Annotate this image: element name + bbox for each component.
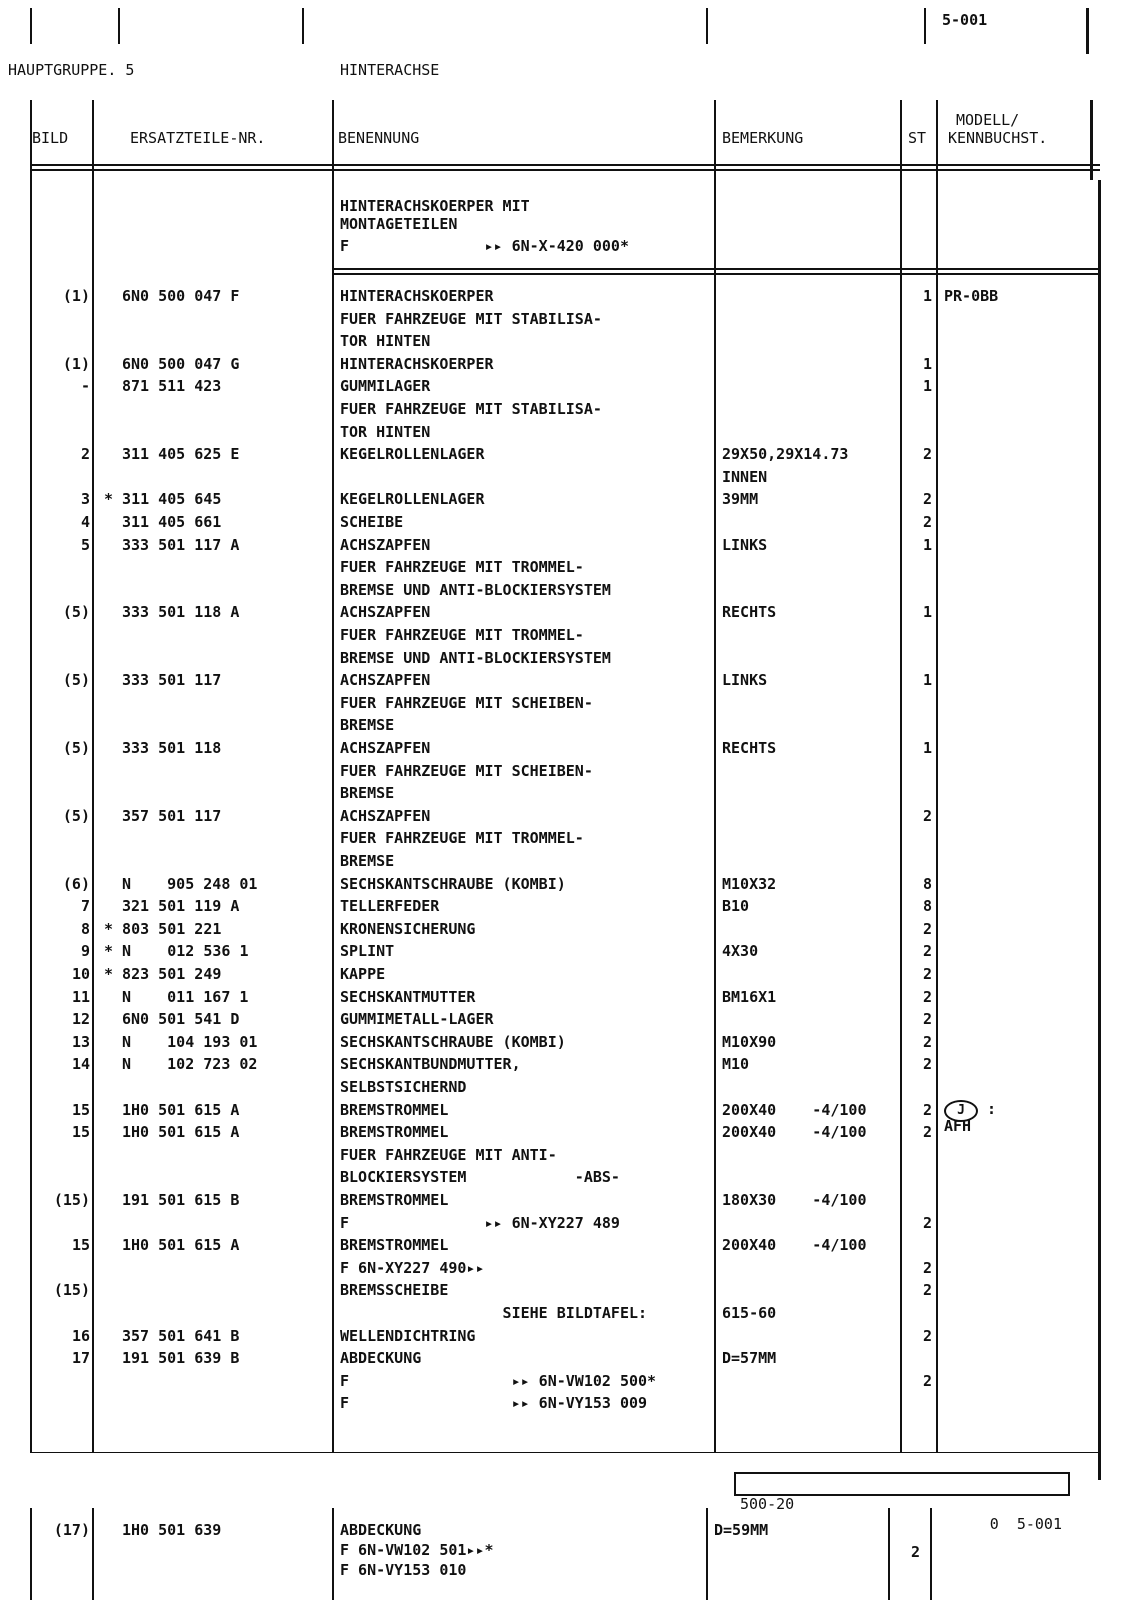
- next-nr: 1H0 501 639: [122, 1521, 222, 1539]
- row-part-number: 333 501 117: [122, 671, 222, 690]
- row-bild: 14: [71, 1055, 90, 1074]
- row-benennung: FUER FAHRZEUGE MIT TROMMEL-: [340, 558, 584, 577]
- row-bemerkung: LINKS: [722, 671, 768, 690]
- col-bem: BEMERKUNG: [722, 129, 804, 147]
- next-st: 2: [910, 1543, 920, 1561]
- row-benennung: FUER FAHRZEUGE MIT TROMMEL-: [340, 829, 584, 848]
- row-benennung: SIEHE BILDTAFEL:: [340, 1304, 648, 1322]
- row-benennung: BREMSTROMMEL: [340, 1100, 449, 1119]
- row-benennung: BREMSTROMMEL: [340, 1236, 449, 1255]
- row-bild: (5): [62, 806, 90, 825]
- row-part-number: N 102 723 02: [122, 1055, 258, 1074]
- row-st: 1: [922, 287, 932, 305]
- assembly-line-1: HINTERACHSKOERPER MIT: [340, 197, 530, 215]
- row-bemerkung: B10: [722, 897, 750, 916]
- row-bemerkung: 180X30 -4/100: [722, 1191, 867, 1209]
- row-benennung: BREMSE: [340, 784, 395, 803]
- row-benennung: SELBSTSICHERND: [340, 1078, 467, 1096]
- page-number: 5-001: [942, 11, 988, 29]
- row-bild: 15: [71, 1236, 90, 1255]
- row-bild: (5): [62, 671, 90, 690]
- row-benennung: HINTERACHSKOERPER: [340, 287, 494, 305]
- row-bild: (15): [53, 1281, 90, 1300]
- row-st: 2: [922, 1326, 932, 1345]
- row-st: 2: [922, 1371, 932, 1390]
- row-benennung: BREMSE UND ANTI-BLOCKIERSYSTEM: [340, 648, 611, 667]
- row-model: PR-0BB: [944, 287, 999, 305]
- row-benennung: HINTERACHSKOERPER: [340, 354, 494, 373]
- row-st: 2: [922, 1100, 932, 1119]
- row-bild: (1): [62, 354, 90, 373]
- row-st: 1: [922, 671, 932, 690]
- row-benennung: ACHSZAPFEN: [340, 671, 431, 690]
- row-benennung: ACHSZAPFEN: [340, 535, 431, 554]
- next-bild: (17): [53, 1521, 90, 1539]
- row-part-number: N 104 193 01: [122, 1032, 258, 1051]
- footer-box-right: 0 5-001: [989, 1515, 1062, 1533]
- row-part-number: 311 405 661: [122, 513, 222, 531]
- col-ben: BENENNUNG: [338, 129, 420, 147]
- row-benennung: TOR HINTEN: [340, 422, 431, 441]
- row-bemerkung: INNEN: [722, 467, 768, 486]
- row-st: 2: [922, 1010, 932, 1029]
- row-part-number: 333 501 118: [122, 739, 222, 757]
- next-ben-3: F 6N-VY153 010: [340, 1561, 467, 1579]
- row-model: AFH: [944, 1116, 972, 1135]
- row-st: 2: [922, 1213, 932, 1232]
- row-part-number: * N 012 536 1: [104, 942, 249, 961]
- row-part-number: 357 501 641 B: [122, 1326, 240, 1345]
- row-st: 2: [922, 965, 932, 983]
- row-st: 2: [922, 1281, 932, 1300]
- row-bild: 3: [80, 490, 90, 509]
- row-part-number: 1H0 501 615 A: [122, 1123, 240, 1142]
- row-bild: 9: [80, 942, 90, 961]
- row-benennung: FUER FAHRZEUGE MIT STABILISA-: [340, 400, 602, 418]
- row-part-number: 6N0 501 541 D: [122, 1010, 240, 1029]
- row-bild: 11: [71, 987, 90, 1006]
- row-benennung: F ▸▸ 6N-VW102 500*: [340, 1371, 657, 1390]
- row-benennung: FUER FAHRZEUGE MIT ANTI-: [340, 1145, 557, 1164]
- row-bild: 2: [80, 445, 90, 464]
- row-bild: (15): [53, 1191, 90, 1209]
- row-bild: 12: [71, 1010, 90, 1029]
- row-benennung: FUER FAHRZEUGE MIT TROMMEL-: [340, 626, 584, 644]
- row-bild: 13: [71, 1032, 90, 1051]
- row-bemerkung: 200X40 -4/100: [722, 1236, 867, 1255]
- col-mod-1: MODELL/: [956, 111, 1020, 129]
- row-part-number: N 905 248 01: [122, 874, 258, 893]
- row-bemerkung: 615-60: [722, 1304, 777, 1322]
- row-benennung: F ▸▸ 6N-VY153 009: [340, 1394, 648, 1413]
- row-st: 2: [922, 987, 932, 1006]
- row-bemerkung: LINKS: [722, 535, 768, 554]
- row-bild: -: [80, 377, 90, 396]
- row-benennung: BLOCKIERSYSTEM -ABS-: [340, 1168, 620, 1187]
- row-bild: (1): [62, 287, 90, 305]
- row-st: 1: [922, 354, 932, 373]
- row-bild: 17: [71, 1349, 90, 1368]
- row-bemerkung: M10: [722, 1055, 750, 1074]
- row-st: 2: [922, 1032, 932, 1051]
- col-bild: BILD: [32, 129, 69, 147]
- row-part-number: 6N0 500 047 G: [122, 354, 240, 373]
- row-bemerkung: M10X32: [722, 874, 777, 893]
- row-benennung: ACHSZAPFEN: [340, 739, 431, 757]
- row-st: 2: [922, 1055, 932, 1074]
- row-benennung: SECHSKANTSCHRAUBE (KOMBI): [340, 1032, 566, 1051]
- row-benennung: SPLINT: [340, 942, 395, 961]
- assembly-line-2: MONTAGETEILEN: [340, 215, 458, 233]
- row-st: 2: [922, 513, 932, 531]
- row-bemerkung: 4X30: [722, 942, 759, 961]
- row-bemerkung: 29X50,29X14.73: [722, 445, 849, 464]
- next-ben-2: F 6N-VW102 501▸▸*: [340, 1541, 494, 1559]
- row-part-number: 1H0 501 615 A: [122, 1100, 240, 1119]
- row-benennung: FUER FAHRZEUGE MIT STABILISA-: [340, 309, 602, 328]
- row-bild: 8: [80, 919, 90, 938]
- row-bemerkung: 200X40 -4/100: [722, 1123, 867, 1142]
- row-bemerkung: 200X40 -4/100: [722, 1100, 867, 1119]
- model-circle-icon: J: [944, 1100, 978, 1122]
- row-part-number: 357 501 117: [122, 806, 222, 825]
- row-part-number: * 311 405 645: [104, 490, 222, 509]
- col-nr: ERSATZTEILE-NR.: [130, 129, 266, 147]
- row-benennung: SECHSKANTMUTTER: [340, 987, 476, 1006]
- row-st: 2: [922, 1123, 932, 1142]
- row-benennung: KAPPE: [340, 965, 386, 983]
- row-benennung: BREMSE: [340, 716, 395, 735]
- row-benennung: SCHEIBE: [340, 513, 404, 531]
- row-bild: (6): [62, 874, 90, 893]
- row-benennung: F ▸▸ 6N-XY227 489: [340, 1213, 620, 1232]
- row-part-number: 871 511 423: [122, 377, 222, 396]
- row-bild: 4: [80, 513, 90, 531]
- row-benennung: FUER FAHRZEUGE MIT SCHEIBEN-: [340, 761, 593, 780]
- row-benennung: WELLENDICHTRING: [340, 1326, 476, 1345]
- row-bemerkung: RECHTS: [722, 739, 777, 757]
- row-bild: (5): [62, 739, 90, 757]
- row-part-number: N 011 167 1: [122, 987, 249, 1006]
- row-bemerkung: M10X90: [722, 1032, 777, 1051]
- row-benennung: KRONENSICHERUNG: [340, 919, 476, 938]
- row-st: 1: [922, 377, 932, 396]
- row-bemerkung: D=57MM: [722, 1349, 777, 1368]
- row-part-number: * 803 501 221: [104, 919, 222, 938]
- assembly-line-3: F ▸▸ 6N-X-420 000*: [340, 237, 629, 255]
- row-bemerkung: 39MM: [722, 490, 759, 509]
- row-part-number: 333 501 117 A: [122, 535, 240, 554]
- row-benennung: BREMSE: [340, 852, 395, 870]
- row-st: 1: [922, 739, 932, 757]
- row-st: 1: [922, 535, 932, 554]
- row-benennung: BREMSSCHEIBE: [340, 1281, 449, 1300]
- row-st: 2: [922, 942, 932, 961]
- row-benennung: BREMSTROMMEL: [340, 1123, 449, 1142]
- row-bild: 10: [71, 965, 90, 983]
- row-bemerkung: RECHTS: [722, 603, 777, 622]
- row-part-number: 6N0 500 047 F: [122, 287, 240, 305]
- row-benennung: GUMMILAGER: [340, 377, 431, 396]
- row-benennung: GUMMIMETALL-LAGER: [340, 1010, 494, 1029]
- row-bild: 16: [71, 1326, 90, 1345]
- row-part-number: 191 501 639 B: [122, 1349, 240, 1368]
- row-benennung: TOR HINTEN: [340, 332, 431, 351]
- col-mod-2: KENNBUCHST.: [948, 129, 1048, 147]
- col-st: ST: [908, 129, 927, 147]
- footer-box: [734, 1472, 1070, 1533]
- row-benennung: SECHSKANTSCHRAUBE (KOMBI): [340, 874, 566, 893]
- row-part-number: 311 405 625 E: [122, 445, 240, 464]
- row-benennung: SECHSKANTBUNDMUTTER,: [340, 1055, 521, 1074]
- row-st: 2: [922, 490, 932, 509]
- row-st: 1: [922, 603, 932, 622]
- row-benennung: KEGELROLLENLAGER: [340, 490, 485, 509]
- row-part-number: 191 501 615 B: [122, 1191, 240, 1209]
- row-part-number: 1H0 501 615 A: [122, 1236, 240, 1255]
- row-st: 2: [922, 919, 932, 938]
- row-st: 2: [922, 806, 932, 825]
- row-st: 8: [922, 874, 932, 893]
- group-label: HAUPTGRUPPE. 5: [8, 61, 135, 79]
- row-st: 2: [922, 445, 932, 464]
- row-bild: 15: [71, 1123, 90, 1142]
- row-benennung: F 6N-XY227 490▸▸: [340, 1258, 485, 1277]
- row-bild: (5): [62, 603, 90, 622]
- row-benennung: BREMSE UND ANTI-BLOCKIERSYSTEM: [340, 580, 611, 599]
- next-bem: D=59MM: [714, 1521, 769, 1539]
- row-bemerkung: BM16X1: [722, 987, 777, 1006]
- row-benennung: ACHSZAPFEN: [340, 603, 431, 622]
- row-st: 8: [922, 897, 932, 916]
- group-title: HINTERACHSE: [340, 61, 440, 79]
- row-benennung: FUER FAHRZEUGE MIT SCHEIBEN-: [340, 693, 593, 712]
- row-part-number: 333 501 118 A: [122, 603, 240, 622]
- footer-box-left: 500-20: [740, 1495, 795, 1513]
- row-st: 2: [922, 1258, 932, 1277]
- next-ben-1: ABDECKUNG: [340, 1521, 422, 1539]
- row-benennung: TELLERFEDER: [340, 897, 440, 916]
- row-bild: 15: [71, 1100, 90, 1119]
- row-benennung: BREMSTROMMEL: [340, 1191, 449, 1209]
- row-benennung: ABDECKUNG: [340, 1349, 422, 1368]
- row-model-marker: J :: [944, 1100, 996, 1122]
- row-bild: 7: [80, 897, 90, 916]
- row-part-number: 321 501 119 A: [122, 897, 240, 916]
- row-bild: 5: [80, 535, 90, 554]
- row-benennung: ACHSZAPFEN: [340, 806, 431, 825]
- row-benennung: KEGELROLLENLAGER: [340, 445, 485, 464]
- row-part-number: * 823 501 249: [104, 965, 222, 983]
